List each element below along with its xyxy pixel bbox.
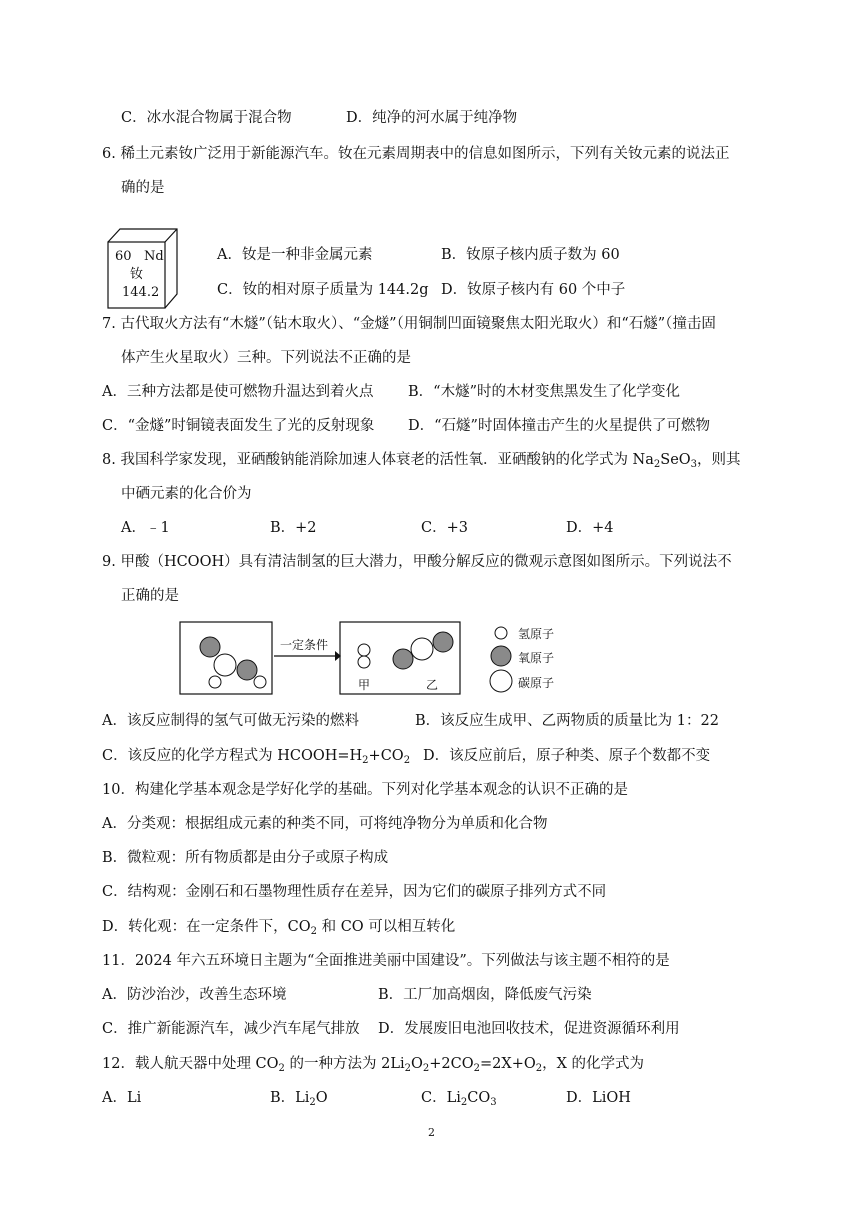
q12-option-b: B．$Li_2O$	[270, 1090, 328, 1108]
q12-option-a: A．Li	[102, 1090, 142, 1106]
product-label-jia: 甲	[358, 678, 371, 692]
q12-option-d: D．LiOH	[566, 1090, 631, 1106]
q8-option-c: C．+3	[421, 520, 468, 536]
q8-stem-line1: 8. 我国科学家发现，亚硒酸钠能消除加速人体衰老的活性氧．亚硒酸钠的化学式为 $Na_2SeO_3$，则其	[102, 452, 741, 470]
q8-option-b: B．+2	[270, 520, 317, 536]
q11-stem: 11．2024 年六五环境日主题为“全面推进美丽中国建设”。下列做法与该主题不相符的是	[102, 953, 670, 969]
legend-carbon: 碳原子	[518, 676, 555, 690]
q6-stem-line2: 确的是	[121, 180, 165, 196]
q9-option-b: B．该反应生成甲、乙两物质的质量比为 1：22	[415, 713, 719, 729]
q6-option-a: A．钕是一种非金属元素	[217, 247, 373, 263]
q7-stem-line2: 体产生火星取火）三种。下列说法不正确的是	[121, 350, 411, 366]
element-atomic-number: 60	[115, 249, 132, 264]
q10-option-a: A．分类观：根据组成元素的种类不同，可将纯净物分为单质和化合物	[102, 816, 548, 832]
q9-option-c: C．该反应的化学方程式为 $HCOOH=H_2+CO_2$	[102, 748, 411, 766]
product-label-yi: 乙	[426, 678, 439, 692]
q9-stem-line1: 9. 甲酸（HCOOH）具有清洁制氢的巨大潜力，甲酸分解反应的微观示意图如图所示。下列说法不	[102, 554, 732, 570]
q5-option-d: D．纯净的河水属于纯净物	[346, 110, 518, 126]
element-card-nd	[107, 228, 177, 308]
q12-stem: 12．载人航天器中处理 $CO_2$ 的一种方法为 $2Li_2O_2+2CO_2=2X+O_2$，X 的化学式为	[102, 1056, 645, 1074]
q6-option-c: C．钕的相对原子质量为 144.2g	[217, 282, 429, 298]
q6-option-b: B．钕原子核内质子数为 60	[441, 247, 620, 263]
q11-option-b: B．工厂加高烟囱，降低废气污染	[378, 987, 592, 1003]
q9-option-a: A．该反应制得的氢气可做无污染的燃料	[102, 713, 359, 729]
q7-option-a: A．三种方法都是使可燃物升温达到着火点	[102, 384, 374, 400]
q8-option-a: A．﹣1	[121, 520, 170, 536]
element-mass: 144.2	[122, 285, 160, 300]
q5-option-c: C．冰水混合物属于混合物	[121, 110, 292, 126]
q7-option-d: D．“石燧”时固体撞击产生的火星提供了可燃物	[408, 418, 710, 434]
q7-option-b: B．“木燧”时的木材变焦黑发生了化学变化	[408, 384, 680, 400]
q12-option-c: C．$Li_2CO_3$	[421, 1090, 497, 1108]
legend-oxygen: 氧原子	[518, 651, 555, 665]
element-name: 钕	[130, 267, 144, 282]
reaction-condition-label: 一定条件	[280, 638, 329, 652]
q6-stem-line1: 6. 稀土元素钕广泛用于新能源汽车。钕在元素周期表中的信息如图所示，下列有关钕元素的说法正	[102, 146, 730, 162]
q10-option-b: B．微粒观：所有物质都是由分子或原子构成	[102, 850, 389, 866]
page-number: 2	[428, 1126, 435, 1139]
q9-option-d: D．该反应前后，原子种类、原子个数都不变	[423, 748, 711, 764]
q9-stem-line2: 正确的是	[121, 588, 179, 604]
q7-stem-line1: 7. 古代取火方法有“木燧”（钻木取火）、“金燧”（用铜制凹面镜聚焦太阳光取火）和“石燧”（撞击固	[102, 316, 716, 332]
q6-option-d: D．钕原子核内有 60 个中子	[441, 282, 626, 298]
element-symbol: Nd	[144, 249, 164, 264]
q8-option-d: D．+4	[566, 520, 614, 536]
q7-option-c: C．“金燧”时铜镜表面发生了光的反射现象	[102, 418, 375, 434]
q11-option-d: D．发展废旧电池回收技术，促进资源循环利用	[378, 1021, 680, 1037]
reaction-diagram	[178, 620, 598, 698]
q10-option-c: C．结构观：金刚石和石墨物理性质存在差异，因为它们的碳原子排列方式不同	[102, 884, 607, 900]
q11-option-c: C．推广新能源汽车，减少汽车尾气排放	[102, 1021, 360, 1037]
q11-option-a: A．防沙治沙，改善生态环境	[102, 987, 287, 1003]
q8-stem-line2: 中硒元素的化合价为	[121, 486, 252, 502]
legend-hydrogen: 氢原子	[518, 627, 555, 641]
q10-option-d: D．转化观：在一定条件下，$CO_2$ 和 CO 可以相互转化	[102, 919, 456, 937]
q10-stem: 10．构建化学基本观念是学好化学的基础。下列对化学基本观念的认识不正确的是	[102, 782, 628, 798]
